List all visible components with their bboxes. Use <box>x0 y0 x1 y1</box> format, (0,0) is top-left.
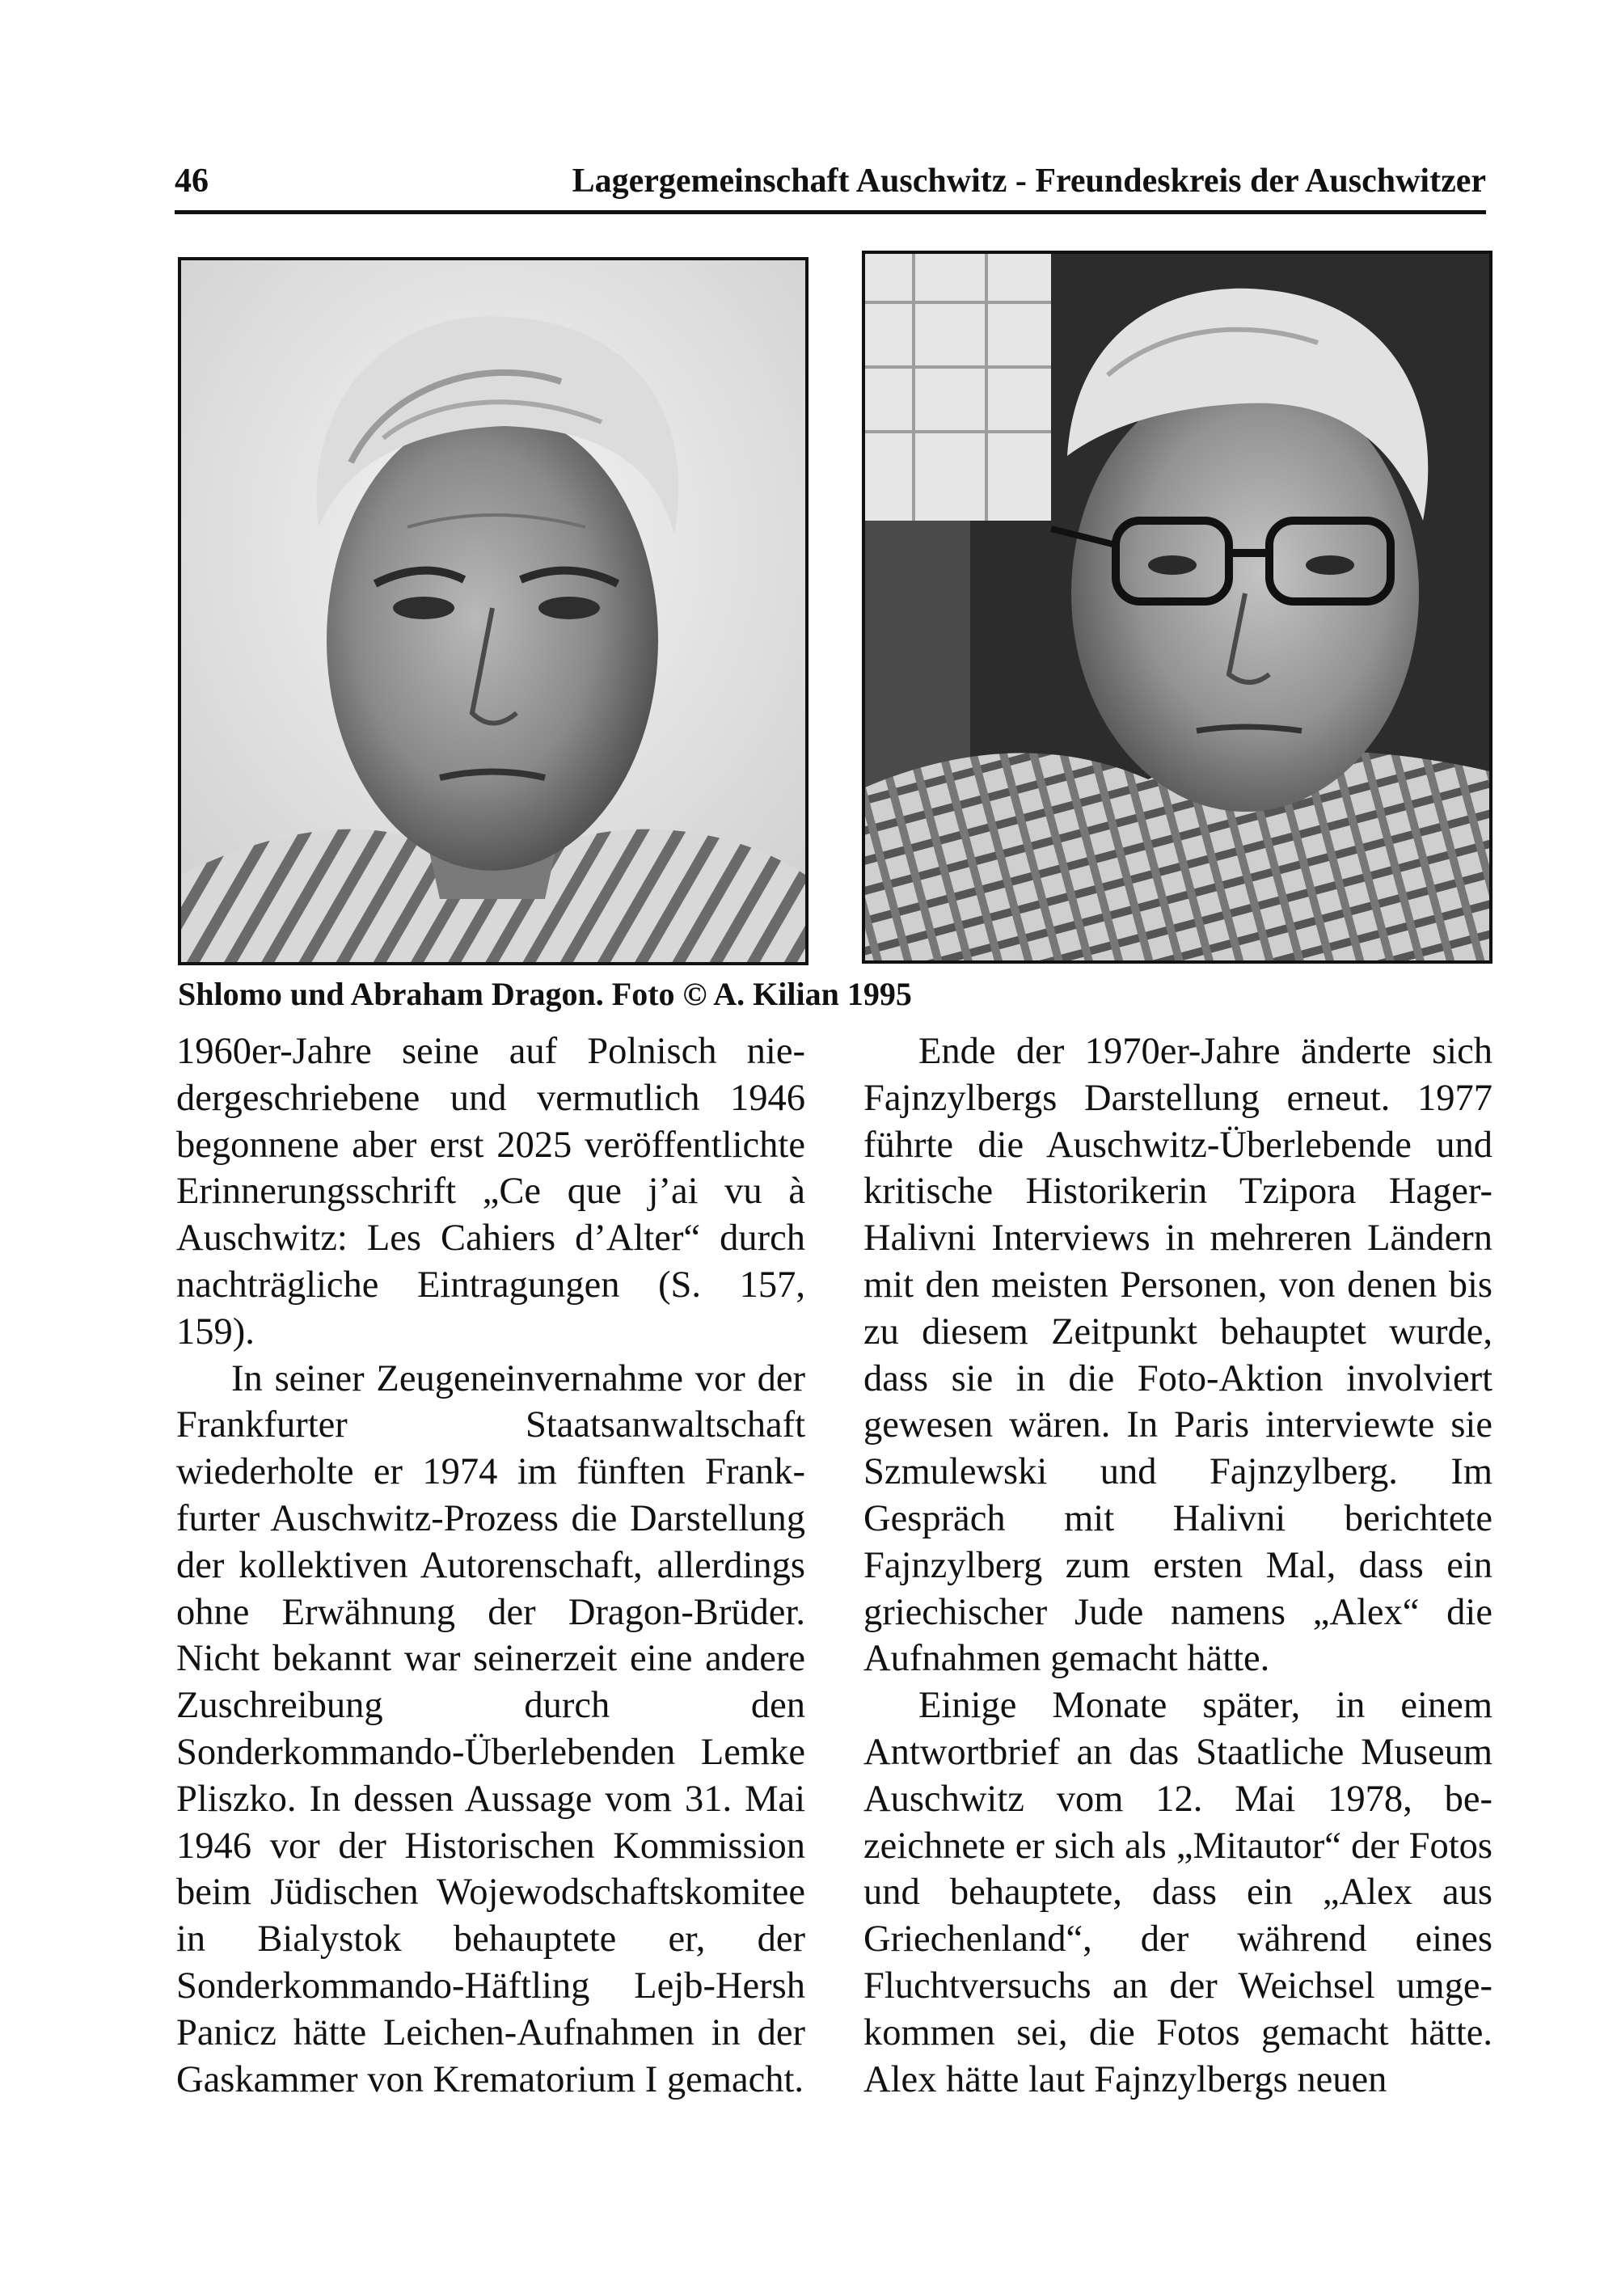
page-number: 46 <box>175 162 209 200</box>
text-column-left <box>176 1028 805 2103</box>
portrait-illustration-right <box>865 254 1489 960</box>
paragraph: In seiner Zeugeneinvernahme vor der Frankfurter Staatsanwaltschaft wiederholte er 1974 im fünften Frankfurter Auschwitz-Prozess die Darstellung der kollektiven Autorenschaft, allerdings ohne Erwähnung der Dragon-Brüder. Nicht bekannt war seinerzeit eine andere Zuschreibung durch den Sonderkommando-Überlebenden Lemke Pliszko. In dessen Aussage vom 31. Mai 1946 vor der Historischen Kommission beim Jüdischen Wojewodschaftskomitee in Bialystok behauptete er, der Sonderkommando-Häftling Lejb-Hersh Panicz hätte Leichen-Aufnahmen in der Gaskammer von Krematorium I gemacht. <box>176 1357 805 2100</box>
portrait-photo-abraham-dragon <box>862 251 1492 964</box>
paragraph: Einige Monate später, in einem Antwortbrief an das Staatliche Museum Auschwitz vom 12. Mai 1978, bezeichnete er sich als „Mitautor“ der Fotos und behauptete, dass ein „Alex aus Griechenland“, der während eines Fluchtversuchs an der Weichsel umgekommen sei, die Fotos gemacht hätte. Alex hätte laut Fajnzylbergs neuen <box>863 1685 1492 2100</box>
photo-caption: Shlomo und Abraham Dragon. Foto © A. Kilian 1995 <box>178 976 912 1012</box>
text-column-right <box>863 1028 1492 2103</box>
portrait-photo-shlomo-dragon <box>178 257 808 965</box>
paragraph: Ende der 1970er-Jahre änderte sich Fajnzylbergs Darstellung erneut. 1977 führte die Auschwitz-Überlebende und kritische Historikerin Tzipora Hager-Halivni Interviews in mehreren Ländern mit den meisten Personen, von denen bis zu diesem Zeitpunkt behauptet wurde, dass sie in die Foto-Aktion involviert gewesen wären. In Paris interviewte sie Szmulewski und Fajnzylberg. Im Gespräch mit Halivni berichtete Fajnzylberg zum ersten Mal, dass ein griechischer Jude namens „Alex“ die Aufnahmen gemacht hätte. <box>863 1031 1492 1680</box>
portrait-illustration-left <box>181 260 805 962</box>
running-header <box>175 154 1486 214</box>
running-title: Lagergemeinschaft Auschwitz - Freundeskreis der Auschwitzer <box>572 162 1486 200</box>
paragraph: 1960er-Jahre seine auf Polnisch niedergeschriebene und vermutlich 1946 begonnene aber erst 2025 veröffentlichte Erinnerungsschrift „Ce que j’ai vu à Auschwitz: Les Cahiers d’Alter“ durch nachträgliche Eintragungen (S. 157, 159). <box>176 1031 805 1353</box>
